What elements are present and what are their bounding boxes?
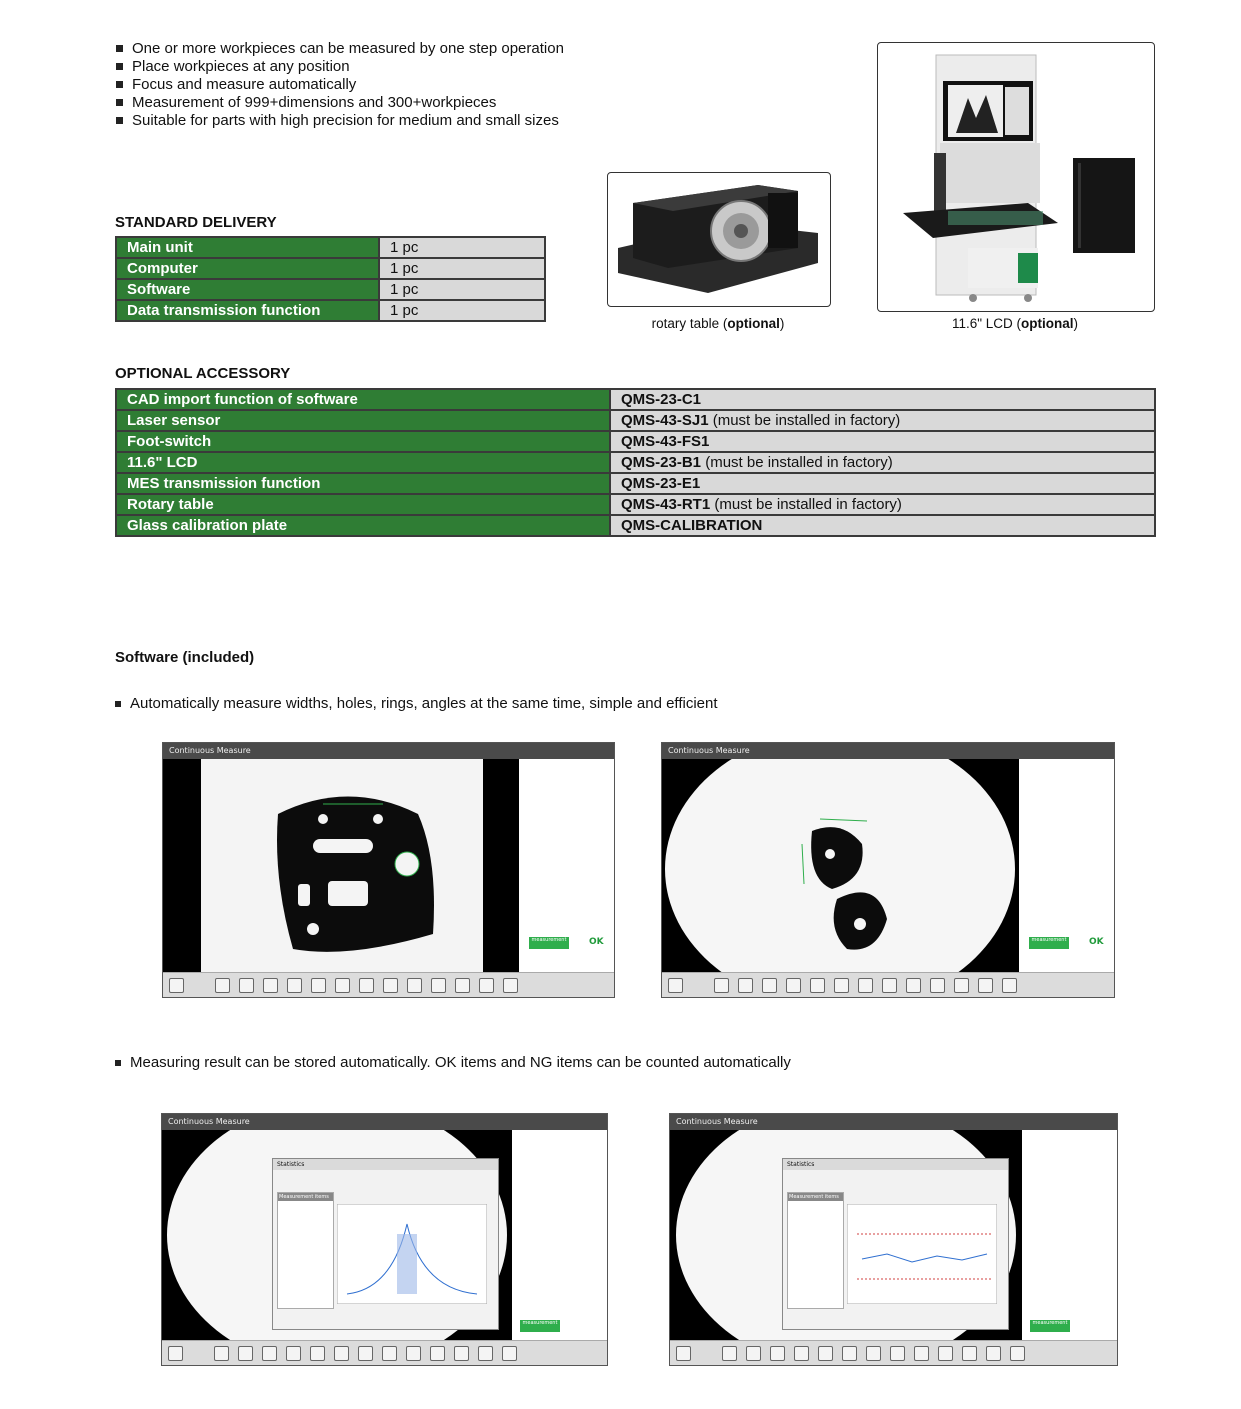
measurement-items-list bbox=[277, 1192, 334, 1309]
measurement-button[interactable]: measurement bbox=[1029, 937, 1069, 949]
code-cell: QMS-23-B1 bbox=[621, 454, 702, 471]
limit-icon[interactable] bbox=[906, 978, 921, 993]
statistics-dialog bbox=[272, 1158, 499, 1330]
item-cell: Software bbox=[116, 279, 379, 300]
pin-icon[interactable] bbox=[978, 978, 993, 993]
qty-cell: 1 pc bbox=[379, 279, 545, 300]
standard-delivery-table bbox=[115, 236, 546, 322]
items-header: Measurement items bbox=[788, 1193, 843, 1201]
focus-icon[interactable] bbox=[382, 1346, 397, 1361]
layers-icon[interactable] bbox=[930, 978, 945, 993]
caption-text: rotary table ( bbox=[651, 316, 728, 331]
code-cell: QMS-23-C1 bbox=[621, 391, 702, 408]
grid-icon[interactable] bbox=[714, 978, 729, 993]
layers-icon[interactable] bbox=[938, 1346, 953, 1361]
dialog-title: Statistics bbox=[783, 1159, 1008, 1170]
axes-icon[interactable] bbox=[954, 978, 969, 993]
feature-item: Measurement of 999+dimensions and 300+workpieces bbox=[114, 94, 564, 112]
camera-view bbox=[662, 759, 1019, 973]
standard-delivery-title: STANDARD DELIVERY bbox=[115, 214, 277, 231]
item-cell: CAD import function of software bbox=[116, 389, 610, 410]
optional-accessory-table bbox=[115, 388, 1156, 537]
item-cell: MES transmission function bbox=[116, 473, 610, 494]
software-screenshot-1 bbox=[162, 742, 615, 998]
optional-accessory-title: OPTIONAL ACCESSORY bbox=[115, 365, 291, 382]
rotary-table-image bbox=[608, 173, 830, 306]
more-icon[interactable] bbox=[503, 978, 518, 993]
apps-icon[interactable] bbox=[169, 978, 184, 993]
light-icon[interactable] bbox=[866, 1346, 881, 1361]
measurement-button[interactable]: measurement bbox=[1030, 1320, 1070, 1332]
histogram-chart bbox=[337, 1204, 487, 1304]
focus-icon[interactable] bbox=[890, 1346, 905, 1361]
camera-view bbox=[162, 1130, 512, 1341]
item-cell: Main unit bbox=[116, 237, 379, 258]
more-icon[interactable] bbox=[1002, 978, 1017, 993]
limit-icon[interactable] bbox=[406, 1346, 421, 1361]
more-icon[interactable] bbox=[502, 1346, 517, 1361]
delete-icon[interactable] bbox=[842, 1346, 857, 1361]
right-panel bbox=[512, 1130, 607, 1341]
move-icon[interactable] bbox=[310, 1346, 325, 1361]
caption-text: ) bbox=[1073, 316, 1079, 331]
delete-icon[interactable] bbox=[335, 978, 350, 993]
measure-icon[interactable] bbox=[286, 1346, 301, 1361]
layers-icon[interactable] bbox=[430, 1346, 445, 1361]
caption-text: ) bbox=[779, 316, 785, 331]
measure-icon[interactable] bbox=[287, 978, 302, 993]
window-title: Continuous Measure bbox=[670, 1114, 1117, 1130]
item-cell: 11.6" LCD bbox=[116, 452, 610, 473]
limit-icon[interactable] bbox=[407, 978, 422, 993]
code-cell: QMS-43-FS1 bbox=[621, 433, 710, 450]
apps-icon[interactable] bbox=[168, 1346, 183, 1361]
item-cell: Foot-switch bbox=[116, 431, 610, 452]
bottom-toolbar bbox=[670, 1340, 1117, 1365]
move-icon[interactable] bbox=[810, 978, 825, 993]
software-screenshot-2 bbox=[661, 742, 1115, 998]
item-cell: Laser sensor bbox=[116, 410, 610, 431]
statistics-dialog bbox=[782, 1158, 1009, 1330]
software-bullet: Automatically measure widths, holes, rings, angles at the same time, simple and efficient bbox=[114, 695, 718, 712]
feature-list bbox=[114, 40, 564, 130]
dialog-title: Statistics bbox=[273, 1159, 498, 1170]
bottom-toolbar bbox=[163, 972, 614, 997]
light-icon[interactable] bbox=[358, 1346, 373, 1361]
measurement-button[interactable]: measurement bbox=[529, 937, 569, 949]
table-row bbox=[116, 431, 1155, 452]
more-icon[interactable] bbox=[1010, 1346, 1025, 1361]
qty-cell: 1 pc bbox=[379, 300, 545, 321]
camera-view bbox=[163, 759, 519, 973]
table-row bbox=[116, 515, 1155, 536]
code-cell: QMS-23-E1 bbox=[621, 475, 701, 492]
focus-icon[interactable] bbox=[882, 978, 897, 993]
software-bullet: Measuring result can be stored automatically. OK items and NG items can be counted automatically bbox=[114, 1054, 791, 1071]
software-screenshot-3 bbox=[161, 1113, 608, 1366]
note-text: (must be installed in factory) bbox=[708, 412, 901, 429]
ok-status: OK bbox=[1089, 937, 1104, 947]
window-title: Continuous Measure bbox=[662, 743, 1114, 759]
code-cell: QMS-43-RT1 bbox=[621, 496, 711, 513]
feature-item: Focus and measure automatically bbox=[114, 76, 564, 94]
feature-item: Suitable for parts with high precision for medium and small sizes bbox=[114, 112, 564, 130]
delete-icon[interactable] bbox=[834, 978, 849, 993]
window-title: Continuous Measure bbox=[163, 743, 614, 759]
bottom-toolbar bbox=[162, 1340, 607, 1365]
caption-text: 11.6" LCD ( bbox=[951, 316, 1022, 331]
bottom-toolbar bbox=[662, 972, 1114, 997]
apps-icon[interactable] bbox=[668, 978, 683, 993]
measurement-items-list bbox=[787, 1192, 844, 1309]
code-cell: QMS-43-SJ1 bbox=[621, 412, 709, 429]
feature-item: One or more workpieces can be measured by one step operation bbox=[114, 40, 564, 58]
grid-icon[interactable] bbox=[215, 978, 230, 993]
table-row bbox=[116, 237, 545, 258]
delete-icon[interactable] bbox=[334, 1346, 349, 1361]
table-row bbox=[116, 473, 1155, 494]
workpiece-image bbox=[662, 759, 1019, 973]
camera-icon[interactable] bbox=[238, 1346, 253, 1361]
caption-bold: optional bbox=[1021, 316, 1074, 331]
move-icon[interactable] bbox=[311, 978, 326, 993]
move-icon[interactable] bbox=[818, 1346, 833, 1361]
camera-view bbox=[670, 1130, 1022, 1341]
grid-icon[interactable] bbox=[722, 1346, 737, 1361]
pin-icon[interactable] bbox=[478, 1346, 493, 1361]
table-row bbox=[116, 410, 1155, 431]
lcd-caption bbox=[877, 316, 1153, 331]
qty-cell: 1 pc bbox=[379, 237, 545, 258]
camera-icon[interactable] bbox=[239, 978, 254, 993]
item-cell: Data transmission function bbox=[116, 300, 379, 321]
right-panel bbox=[1019, 759, 1114, 973]
note-text: (must be installed in factory) bbox=[710, 496, 902, 513]
note-text: (must be installed in factory) bbox=[701, 454, 893, 471]
feature-item: Place workpieces at any position bbox=[114, 58, 564, 76]
device-icon[interactable] bbox=[762, 978, 777, 993]
light-icon[interactable] bbox=[359, 978, 374, 993]
grid-icon[interactable] bbox=[214, 1346, 229, 1361]
window-title: Continuous Measure bbox=[162, 1114, 607, 1130]
software-screenshot-4 bbox=[669, 1113, 1118, 1366]
axes-icon[interactable] bbox=[454, 1346, 469, 1361]
table-row bbox=[116, 494, 1155, 515]
right-panel bbox=[519, 759, 614, 973]
item-cell: Rotary table bbox=[116, 494, 610, 515]
code-cell: QMS-CALIBRATION bbox=[621, 517, 763, 534]
axes-icon[interactable] bbox=[455, 978, 470, 993]
camera-icon[interactable] bbox=[738, 978, 753, 993]
measurement-button[interactable]: measurement bbox=[520, 1320, 560, 1332]
caption-bold: optional bbox=[727, 316, 780, 331]
pin-icon[interactable] bbox=[479, 978, 494, 993]
table-row bbox=[116, 300, 545, 321]
table-row bbox=[116, 258, 545, 279]
limit-icon[interactable] bbox=[914, 1346, 929, 1361]
table-row bbox=[116, 452, 1155, 473]
device-icon[interactable] bbox=[770, 1346, 785, 1361]
apps-icon[interactable] bbox=[676, 1346, 691, 1361]
item-cell: Computer bbox=[116, 258, 379, 279]
items-header: Measurement items bbox=[278, 1193, 333, 1201]
software-title: Software (included) bbox=[115, 649, 255, 666]
measuring-machine-image bbox=[878, 43, 1154, 311]
focus-icon[interactable] bbox=[383, 978, 398, 993]
rotary-table-caption bbox=[607, 316, 829, 331]
lcd-machine-photo bbox=[877, 42, 1155, 312]
device-icon[interactable] bbox=[262, 1346, 277, 1361]
qty-cell: 1 pc bbox=[379, 258, 545, 279]
rotary-table-photo bbox=[607, 172, 831, 307]
axes-icon[interactable] bbox=[962, 1346, 977, 1361]
layers-icon[interactable] bbox=[431, 978, 446, 993]
table-row bbox=[116, 389, 1155, 410]
right-panel bbox=[1022, 1130, 1117, 1341]
ok-status: OK bbox=[589, 937, 604, 947]
trend-chart bbox=[847, 1204, 997, 1304]
item-cell: Glass calibration plate bbox=[116, 515, 610, 536]
light-icon[interactable] bbox=[858, 978, 873, 993]
pin-icon[interactable] bbox=[986, 1346, 1001, 1361]
table-row bbox=[116, 279, 545, 300]
measure-icon[interactable] bbox=[794, 1346, 809, 1361]
workpiece-image bbox=[163, 759, 519, 973]
camera-icon[interactable] bbox=[746, 1346, 761, 1361]
measure-icon[interactable] bbox=[786, 978, 801, 993]
device-icon[interactable] bbox=[263, 978, 278, 993]
